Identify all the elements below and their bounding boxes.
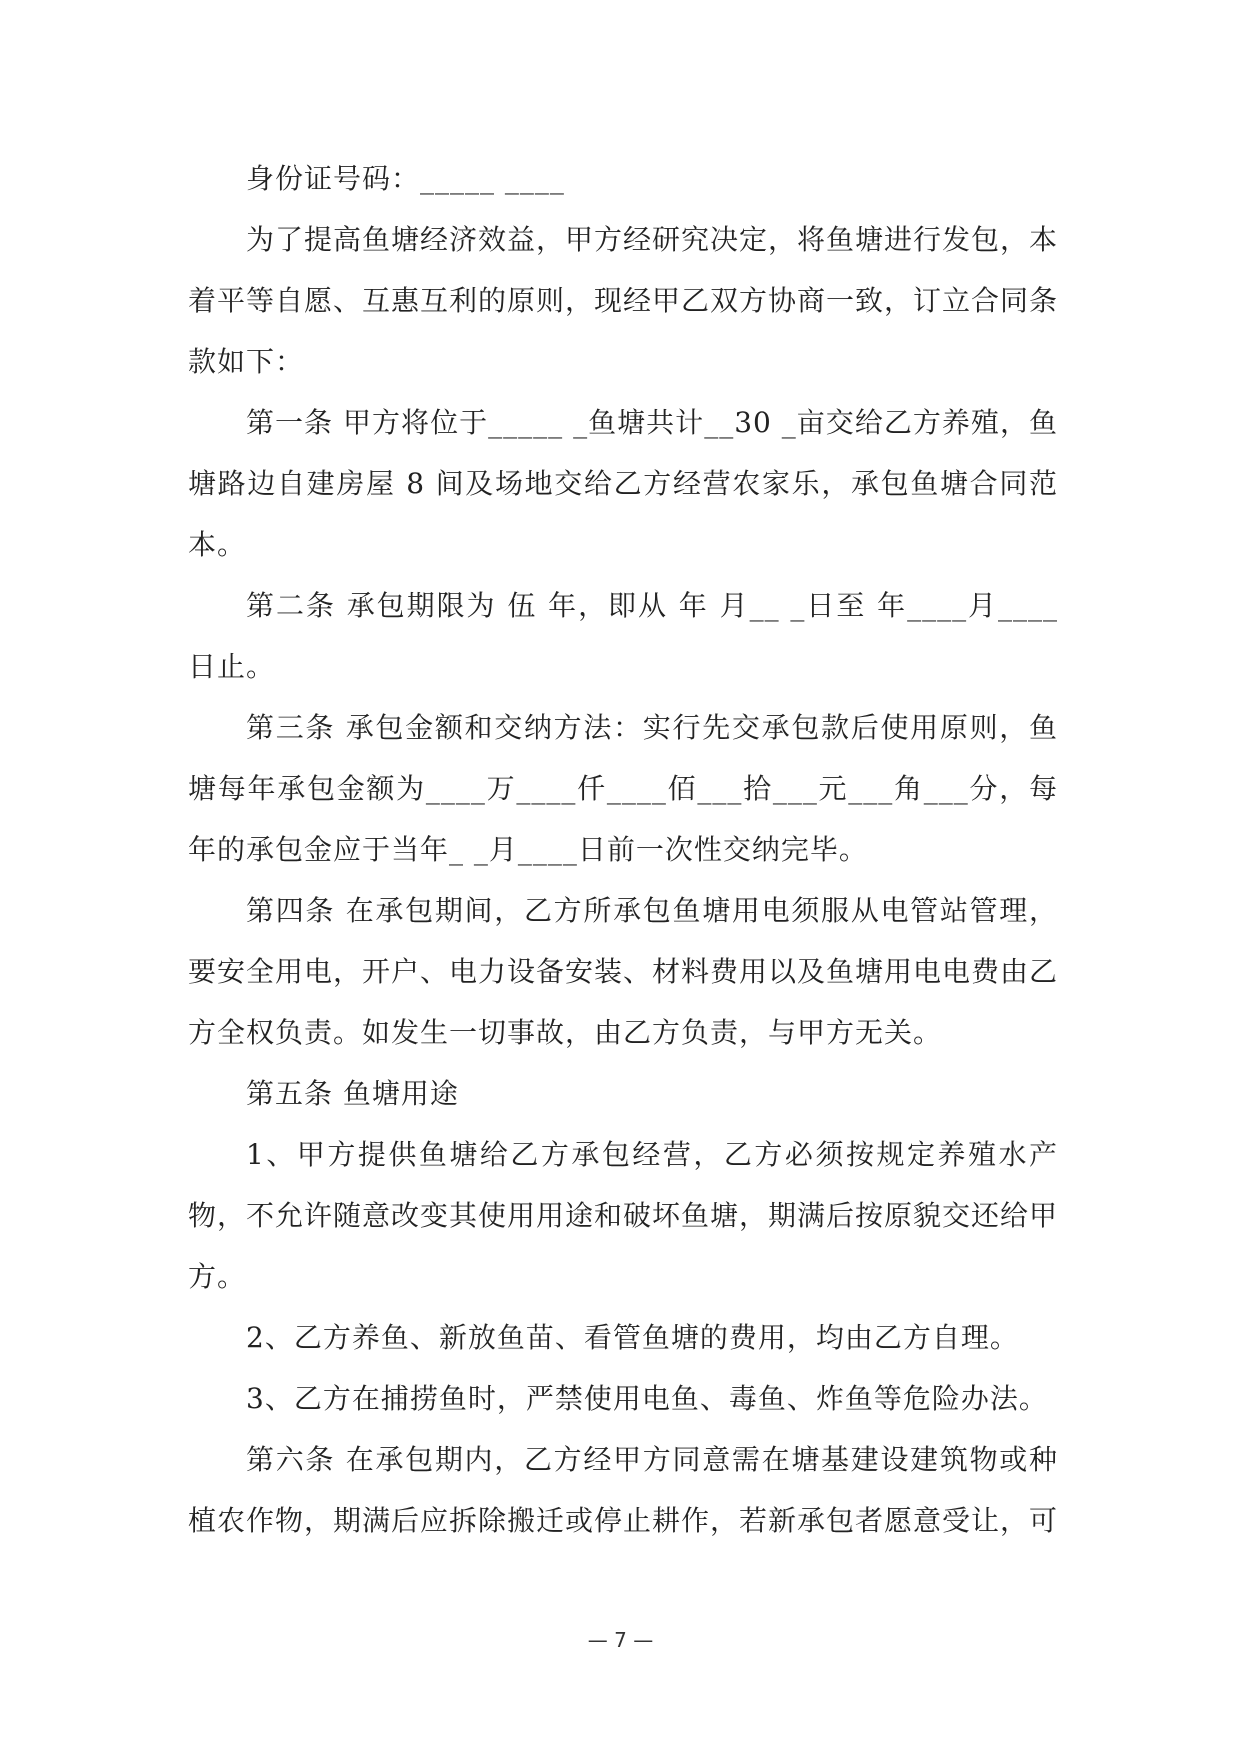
article-5-item-3: 3、乙方在捕捞鱼时，严禁使用电鱼、毒鱼、炸鱼等危险办法。 — [246, 1382, 1048, 1415]
article-4: 第四条 在承包期间，乙方所承包鱼塘用电须服从电管站管理，要安全用电，开户、电力设备安装、材料费用以及鱼塘用电电费由乙方全权负责。如发生一切事故，由乙方负责，与甲方无关。 — [188, 894, 1059, 1049]
intro-paragraph: 为了提高鱼塘经济效益，甲方经研究决定，将鱼塘进行发包，本着平等自愿、互惠互利的原则，现经甲乙双方协商一致，订立合同条款如下： — [188, 223, 1059, 378]
article-5-item-1: 1、甲方提供鱼塘给乙方承包经营，乙方必须按规定养殖水产物，不允许随意改变其使用用途和破坏鱼塘，期满后按原貌交还给甲方。 — [188, 1138, 1059, 1293]
article-1: 第一条 甲方将位于_____ _鱼塘共计__30 _亩交给乙方养殖，鱼塘路边自建房屋 8 间及场地交给乙方经营农家乐，承包鱼塘合同范本。 — [188, 406, 1058, 561]
article-5-heading: 第五条 鱼塘用途 — [246, 1077, 459, 1110]
document-body — [188, 148, 1058, 1551]
article-6: 第六条 在承包期内，乙方经甲方同意需在塘基建设建筑物或种植农作物，期满后应拆除搬迁或停止耕作，若新承包者愿意受让，可 — [188, 1443, 1059, 1537]
id-number-line: 身份证号码：_____ ____ — [246, 162, 565, 195]
article-5-item-2: 2、乙方养鱼、新放鱼苗、看管鱼塘的费用，均由乙方自理。 — [246, 1321, 1019, 1354]
page-number: — 7 — — [587, 1628, 654, 1652]
article-2: 第二条 承包期限为 伍 年，即从 年 月__ _日至 年____月____日止。 — [188, 589, 1058, 683]
article-3: 第三条 承包金额和交纳方法：实行先交承包款后使用原则，鱼塘每年承包金额为____万____仟____佰___拾___元___角___分，每年的承包金应于当年_ _月____日前一次性交纳完毕。 — [188, 711, 1058, 866]
